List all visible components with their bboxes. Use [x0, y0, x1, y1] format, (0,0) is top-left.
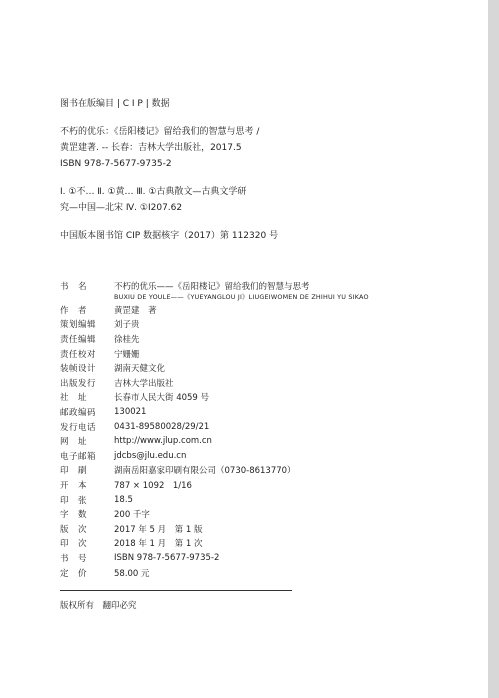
cip-heading: 图书在版编目 | C I P | 数据 — [60, 99, 170, 109]
info-row — [60, 463, 470, 478]
info-label: 发行电话 — [60, 422, 97, 433]
info-value: 刘子贵 — [114, 320, 140, 331]
info-label: 出版发行 — [60, 378, 97, 389]
info-value: 0431-89580028/29/21 — [114, 421, 210, 432]
info-label: 印 张 — [60, 495, 88, 506]
cip-class-line-1: Ⅰ. ①不… Ⅱ. ①黄… Ⅲ. ①古典散文—古典文学研 — [60, 187, 247, 197]
info-row — [60, 346, 470, 361]
info-value: 130021 — [114, 407, 147, 418]
info-value: 18.5 — [114, 494, 133, 505]
cip-class-line-2: 究—中国—北宋 Ⅳ. ①I207.62 — [60, 203, 183, 213]
info-row — [60, 492, 470, 507]
info-row — [60, 478, 470, 493]
info-value: 黄罡建 著 — [114, 305, 157, 316]
page-edge — [488, 0, 499, 698]
info-row — [60, 332, 470, 347]
info-label: 装帧设计 — [60, 364, 97, 375]
cip-author-line: 黄罡建著. -- 长春：吉林大学出版社，2017.5 — [60, 143, 242, 153]
info-row — [60, 536, 470, 551]
info-row — [60, 565, 470, 580]
info-value: 长春市人民大街 4059 号 — [114, 393, 210, 404]
info-label: 版 次 — [60, 524, 88, 535]
info-value: 吉林大学出版社 — [114, 378, 174, 389]
info-label: 作 者 — [60, 305, 88, 316]
info-label: 字 数 — [60, 510, 88, 521]
copyright-notice: 版权所有 翻印必究 — [60, 600, 137, 611]
info-row — [60, 317, 470, 332]
info-value: 2017 年 5 月 第 1 版 — [114, 524, 203, 535]
info-label: 印 刷 — [60, 466, 88, 477]
info-value: 200 千字 — [114, 510, 150, 521]
divider — [60, 590, 292, 591]
cip-number: 中国版本图书馆 CIP 数据核字（2017）第 112320 号 — [60, 231, 279, 241]
info-row — [60, 434, 470, 449]
title-pinyin: BUXIU DE YOULE——《YUEYANGLOU JI》LIUGEIWOMEN DE ZHIHUI YU SIKAO — [114, 292, 369, 301]
info-row — [60, 449, 470, 464]
info-value: 58.00 元 — [114, 568, 150, 579]
info-value: 宁姗姗 — [114, 349, 140, 360]
info-row — [60, 551, 470, 566]
info-label: 书 号 — [60, 553, 88, 564]
info-row — [60, 303, 470, 318]
info-label: 定 价 — [60, 568, 88, 579]
info-row — [60, 522, 470, 537]
title-value: 不朽的优乐——《岳阳楼记》留给我们的智慧与思考 — [114, 282, 310, 293]
info-value: http://www.jlup.com.cn — [114, 436, 212, 447]
cip-isbn-line: ISBN 978-7-5677-9735-2 — [60, 159, 172, 169]
info-row — [60, 507, 470, 522]
info-value: 湖南天健文化 — [114, 364, 166, 375]
info-label: 责任编辑 — [60, 335, 97, 346]
info-label: 责任校对 — [60, 349, 97, 360]
info-value: 2018 年 1 月 第 1 次 — [114, 539, 203, 550]
cip-block — [60, 96, 460, 244]
info-row — [60, 376, 470, 391]
info-value: 徐桂先 — [114, 335, 140, 346]
info-row — [60, 405, 470, 420]
book-info-block — [60, 279, 470, 611]
info-label: 网 址 — [60, 437, 88, 448]
info-row — [60, 419, 470, 434]
info-value: ISBN 978-7-5677-9735-2 — [114, 552, 220, 563]
info-label: 策划编辑 — [60, 320, 97, 331]
info-value: jdcbs@jlu.edu.cn — [114, 450, 187, 461]
info-value: 湖南岳阳嘉家印刷有限公司（0730-8613770） — [114, 466, 296, 477]
info-value: 787 × 1092 1/16 — [114, 481, 192, 492]
info-row — [60, 390, 470, 405]
info-label: 电子邮箱 — [60, 451, 97, 462]
info-label: 社 址 — [60, 393, 88, 404]
info-label: 开 本 — [60, 481, 88, 492]
info-label: 邮政编码 — [60, 408, 97, 419]
info-row — [60, 361, 470, 376]
title-label: 书 名 — [60, 282, 88, 293]
info-label: 印 次 — [60, 539, 88, 550]
cip-title-line: 不朽的优乐：《岳阳楼记》留给我们的智慧与思考 / — [60, 127, 260, 137]
